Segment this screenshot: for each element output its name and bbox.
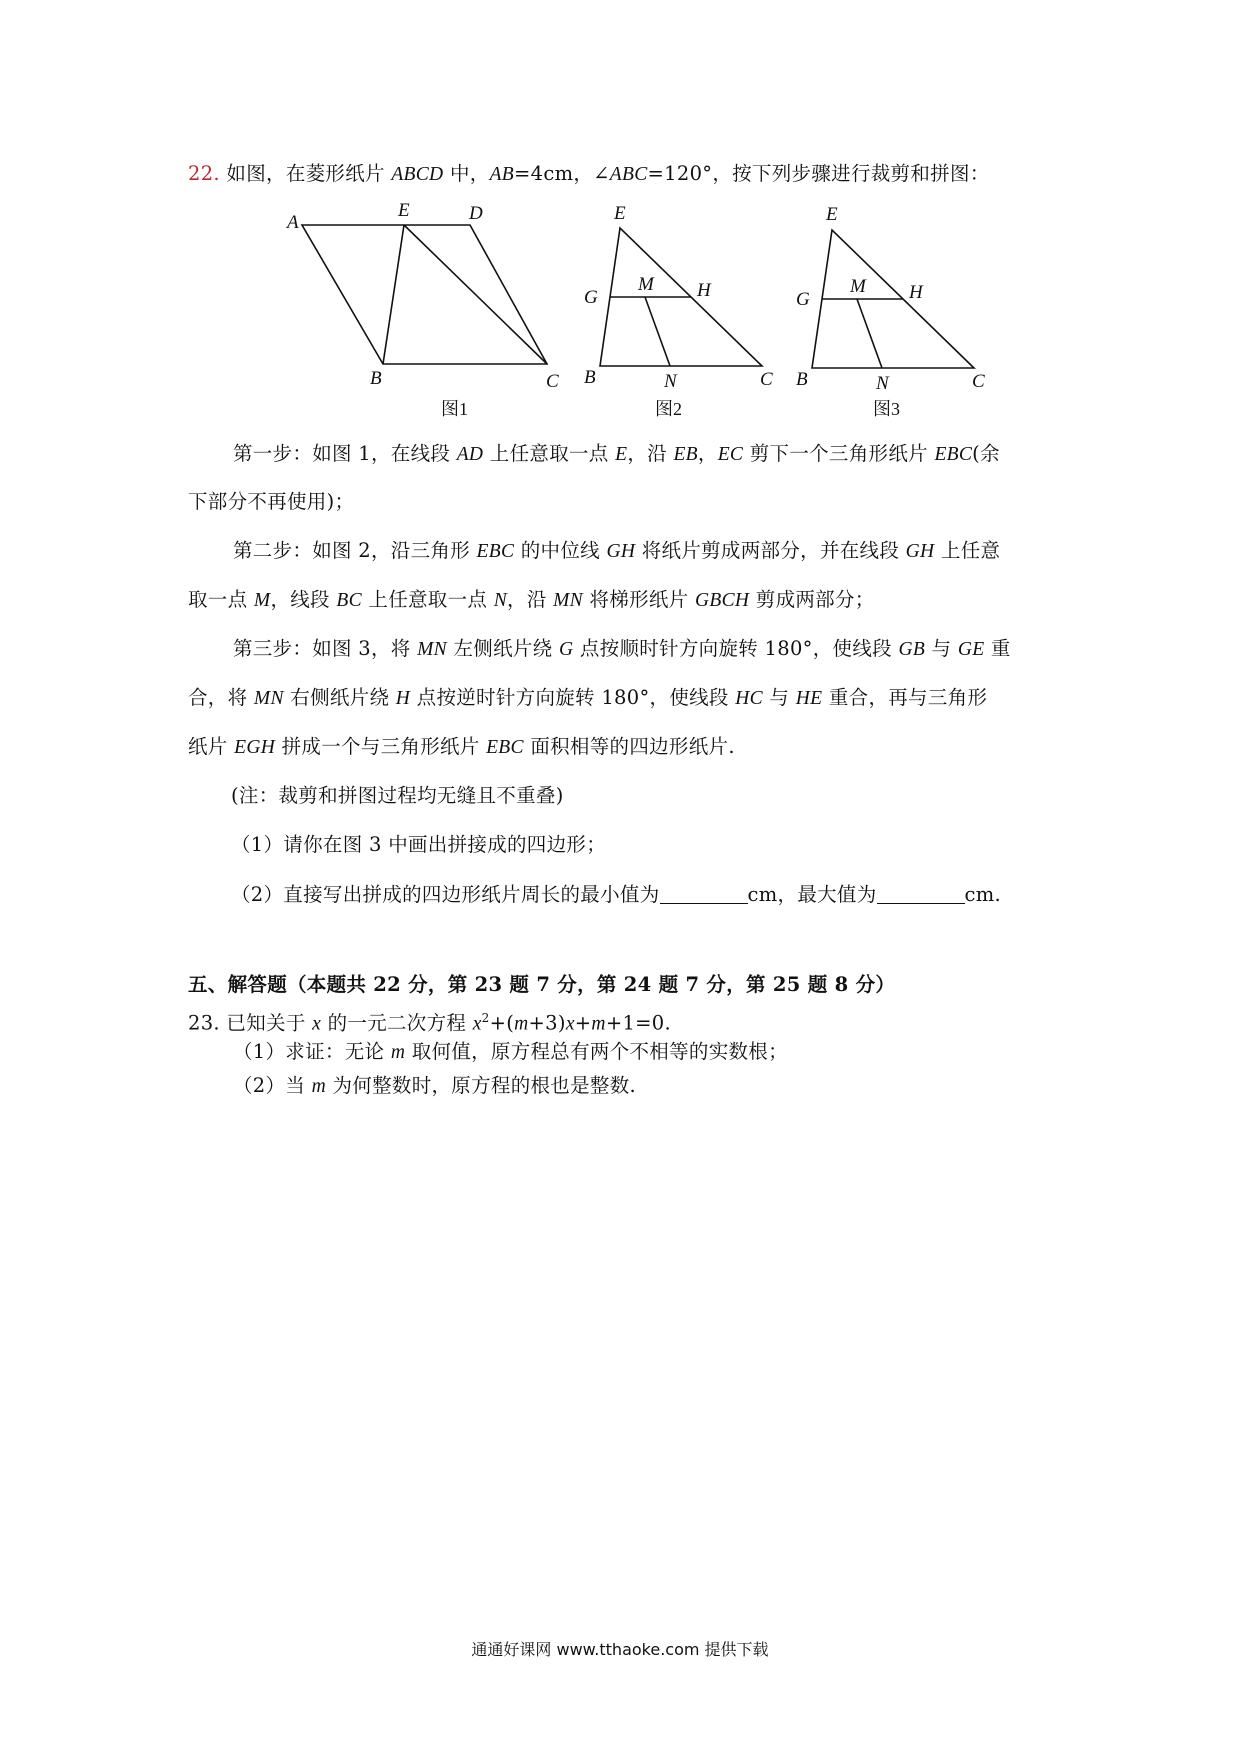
label-N2: N: [664, 371, 677, 392]
label-C2: C: [760, 369, 773, 390]
caption-fig2: 图2: [655, 399, 682, 419]
q23-sub1: （1）求证：无论 m 取何值，原方程总有两个不相等的实数根；: [233, 1040, 788, 1063]
step3-line3: 纸片 EGH 拼成一个与三角形纸片 EBC 面积相等的四边形纸片.: [188, 735, 735, 758]
figure-3-lines: [812, 230, 974, 368]
q22-sub2: （2）直接写出拼成的四边形纸片周长的最小值为 cm，最大值为 cm.: [231, 883, 1002, 906]
label-N3: N: [876, 373, 889, 394]
label-M3: M: [850, 276, 866, 297]
label-M2: M: [638, 274, 654, 295]
step1-line1: 第一步：如图 1，在线段 AD 上任意取一点 E，沿 EB，EC 剪下一个三角形纸片 EBC(余: [233, 442, 1000, 465]
step3-line1: 第三步：如图 3，将 MN 左侧纸片绕 G 点按顺时针方向旋转 180°，使线段 GB 与 GE 重: [233, 637, 1011, 660]
label-H2: H: [697, 280, 711, 301]
q22-note: (注：裁剪和拼图过程均无缝且不重叠): [231, 784, 564, 807]
label-D1: D: [469, 203, 483, 224]
step3-line2: 合，将 MN 右侧纸片绕 H 点按逆时针方向旋转 180°，使线段 HC 与 HE 重合，再与三角形: [188, 686, 988, 709]
answer-blank-max[interactable]: [877, 885, 965, 904]
label-E1: E: [398, 200, 410, 221]
question-number: 22.: [188, 162, 220, 185]
section-5-heading: 五、解答题（本题共 22 分，第 23 题 7 分，第 24 题 7 分，第 25 题 8 分）: [188, 973, 896, 996]
caption-fig1: 图1: [441, 399, 468, 419]
label-B2: B: [584, 367, 596, 388]
q23-sub2: （2）当 m 为何整数时，原方程的根也是整数.: [233, 1074, 636, 1097]
label-B3: B: [796, 369, 808, 390]
label-E2: E: [614, 203, 626, 224]
label-E3: E: [826, 204, 838, 225]
figure-1-lines: [302, 225, 547, 364]
label-H3: H: [909, 282, 923, 303]
label-A1: A: [287, 212, 299, 233]
label-G3: G: [796, 289, 810, 310]
q22-intro: 22. 如图，在菱形纸片 ABCD 中，AB=4cm，∠ABC=120°，按下列步骤进行裁剪和拼图：: [188, 162, 990, 185]
question-number: 23.: [188, 1011, 220, 1035]
caption-fig3: 图3: [873, 399, 900, 419]
footer-credit: 通通好课网 www.tthaoke.com 提供下载: [471, 1640, 769, 1659]
figure-2-lines: [600, 228, 762, 366]
q23-stem: 23. 已知关于 x 的一元二次方程 $x^2+(m+3)x+m+1=0$.: [188, 1011, 672, 1035]
label-C3: C: [972, 371, 985, 392]
label-C1: C: [546, 371, 559, 392]
answer-blank-min[interactable]: [660, 885, 748, 904]
label-B1: B: [370, 368, 382, 389]
q22-sub1: （1）请你在图 3 中画出拼接成的四边形；: [231, 833, 607, 856]
label-G2: G: [584, 287, 598, 308]
step2-line2: 取一点 M，线段 BC 上任意取一点 N，沿 MN 将梯形纸片 GBCH 剪成两部分；: [188, 588, 875, 611]
step2-line1: 第二步：如图 2，沿三角形 EBC 的中位线 GH 将纸片剪成两部分，并在线段 GH 上任意: [233, 539, 1001, 562]
figures: [0, 190, 1240, 450]
step1-line2: 下部分不再使用)；: [188, 490, 355, 513]
